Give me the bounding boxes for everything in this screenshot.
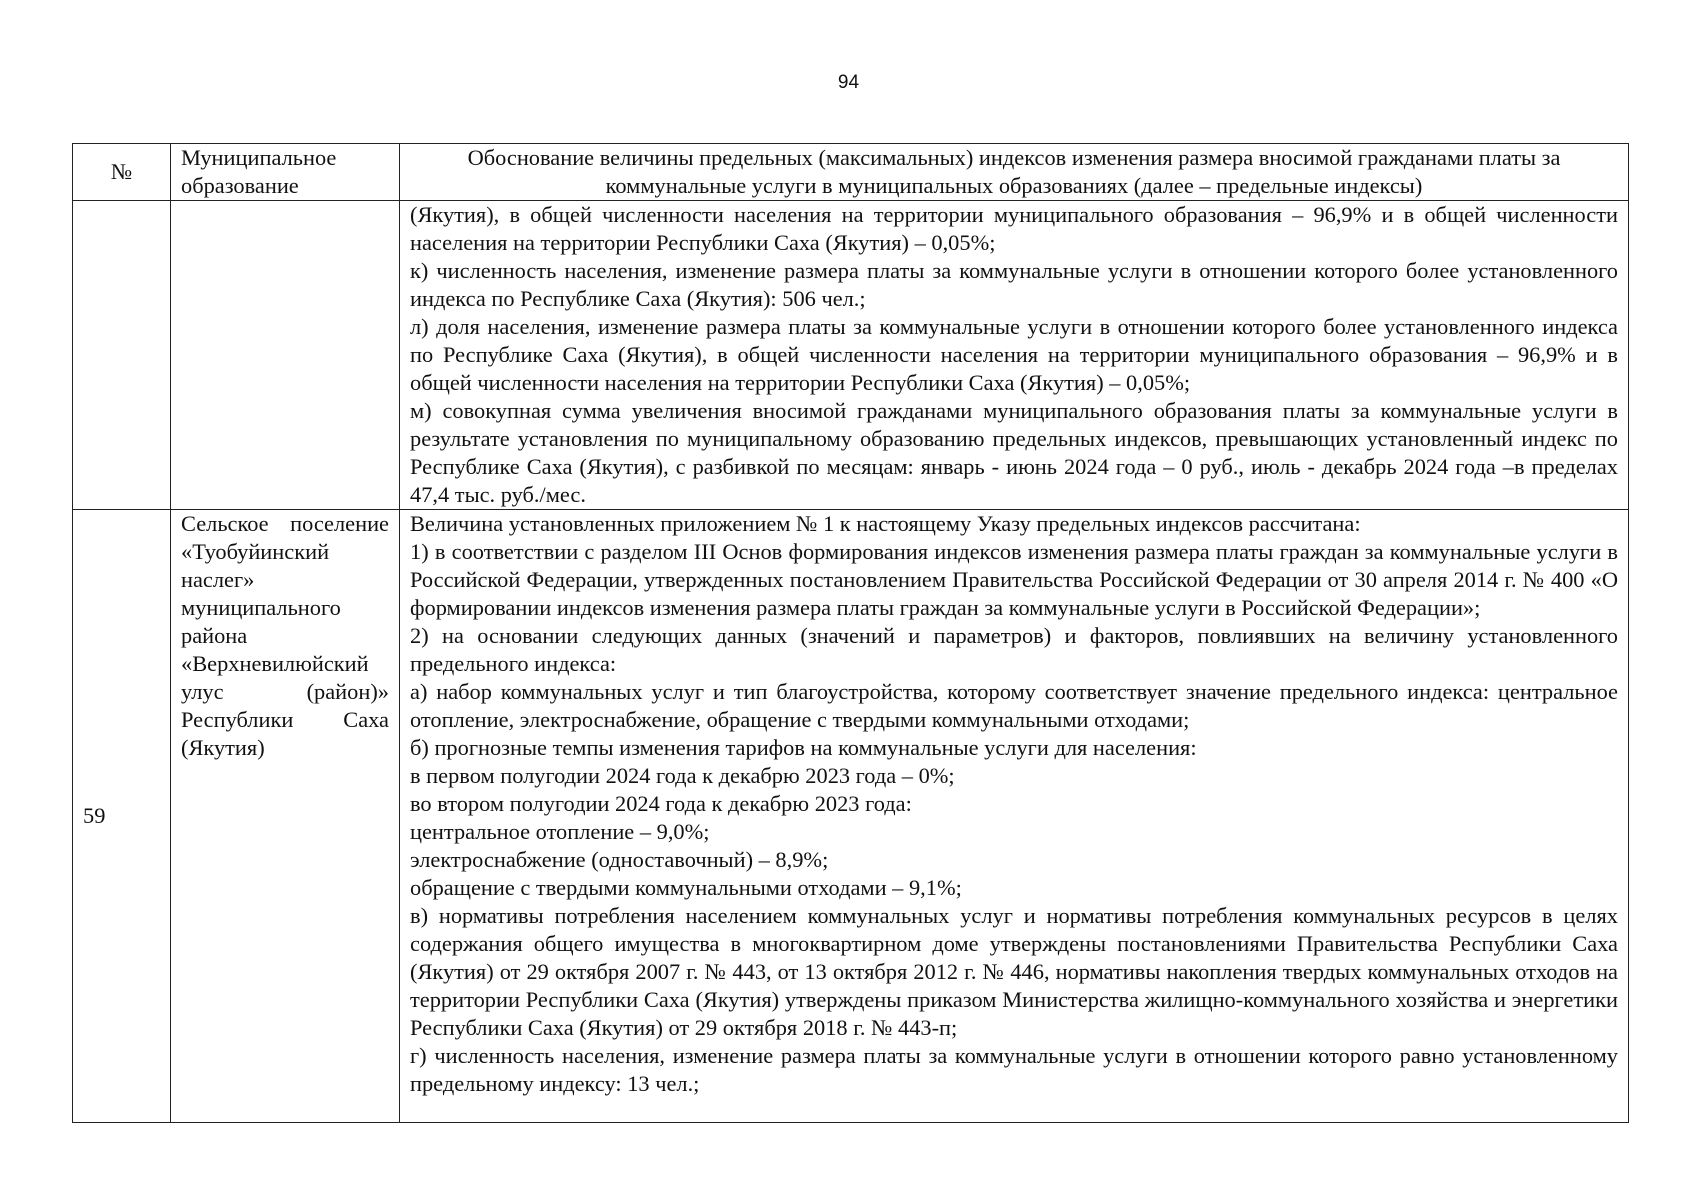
paragraph: в первом полугодии 2024 года к декабрю 2023 года – 0%;	[410, 763, 955, 788]
header-municipality: Муниципальное образование	[171, 144, 400, 201]
justification-cell	[400, 201, 1629, 510]
justification-cell	[400, 510, 1629, 1123]
paragraph: б) прогнозные темпы изменения тарифов на коммунальные услуги для населения:	[410, 735, 1197, 760]
paragraph: а) набор коммунальных услуг и тип благоустройства, которому соответствует значение предельного индекса: центральное отопление, электроснабжение, обращение с твердыми коммунальными отходами;	[410, 679, 1618, 732]
row-number-cell	[73, 201, 171, 510]
table-row	[73, 510, 1629, 1123]
paragraph: 2) на основании следующих данных (значений и параметров) и факторов, повлиявших на величину установленного предельного индекса:	[410, 623, 1618, 676]
paragraph: (Якутия), в общей численности населения на территории муниципального образования – 96,9% и в общей численности населения на территории Республики Саха (Якутия) – 0,05%;	[410, 202, 1618, 255]
paragraph: 1) в соответствии с разделом III Основ формирования индексов изменения размера платы граждан за коммунальные услуги в Российской Федерации, утвержденных постановлением Правительства Российской Федерации от 30 апреля 2014 г. № 400 «О формировании индексов изменения размера платы граждан за коммунальные услуги в Российской Федерации»;	[410, 539, 1618, 620]
paragraph: обращение с твердыми коммунальными отходами – 9,1%;	[410, 875, 962, 900]
justification-table	[72, 143, 1629, 1123]
header-number: №	[73, 144, 171, 201]
paragraph: л) доля населения, изменение размера платы за коммунальные услуги в отношении которого более установленного индекса по Республике Саха (Якутия), в общей численности населения на территории муниципального образования – 96,9% и в общей численности населения на территории Республики Саха (Якутия) – 0,05%;	[410, 314, 1618, 395]
page-number: 94	[837, 72, 860, 93]
paragraph: в) нормативы потребления населением коммунальных услуг и нормативы потребления коммунальных ресурсов в целях содержания общего имущества в многоквартирном доме утверждены постановлениями Правительства Республики Саха (Якутия) от 29 октября 2007 г. № 443, от 13 октября 2012 г. № 446, нормативы накопления твердых коммунальных отходов на территории Республики Саха (Якутия) утверждены приказом Министерства жилищно-коммунального хозяйства и энергетики Республики Саха (Якутия) от 29 октября 2018 г. № 443-п;	[410, 903, 1618, 1040]
municipality-cell: Сельское поселение «Туобуйинский наслег» муниципального района «Верхневилюйский улус (район)» Республики Саха (Якутия)	[171, 510, 400, 1123]
paragraph: к) численность населения, изменение размера платы за коммунальные услуги в отношении которого более установленного индекса по Республике Саха (Якутия): 506 чел.;	[410, 258, 1618, 311]
row-number-cell: 59	[73, 510, 171, 1123]
table-row	[73, 201, 1629, 510]
paragraph: Величина установленных приложением № 1 к настоящему Указу предельных индексов рассчитана:	[410, 511, 1361, 536]
paragraph: м) совокупная сумма увеличения вносимой гражданами муниципального образования платы за коммунальные услуги в результате установления по муниципальному образованию предельных индексов, превышающих установленный индекс по Республике Саха (Якутия), с разбивкой по месяцам: январь - июнь 2024 года – 0 руб., июль - декабрь 2024 года –в пределах 47,4 тыс. руб./мес.	[410, 398, 1618, 507]
header-justification: Обоснование величины предельных (максимальных) индексов изменения размера вносимой гражданами платы за коммунальные услуги в муниципальных образованиях (далее – предельные индексы)	[400, 144, 1629, 201]
paragraph: г) численность населения, изменение размера платы за коммунальные услуги в отношении которого равно установленному предельному индексу: 13 чел.;	[410, 1043, 1618, 1096]
paragraph: центральное отопление – 9,0%;	[410, 819, 710, 844]
paragraph: во втором полугодии 2024 года к декабрю 2023 года:	[410, 791, 912, 816]
paragraph: электроснабжение (одноставочный) – 8,9%;	[410, 847, 829, 872]
municipality-cell	[171, 201, 400, 510]
table-header-row	[73, 144, 1629, 201]
